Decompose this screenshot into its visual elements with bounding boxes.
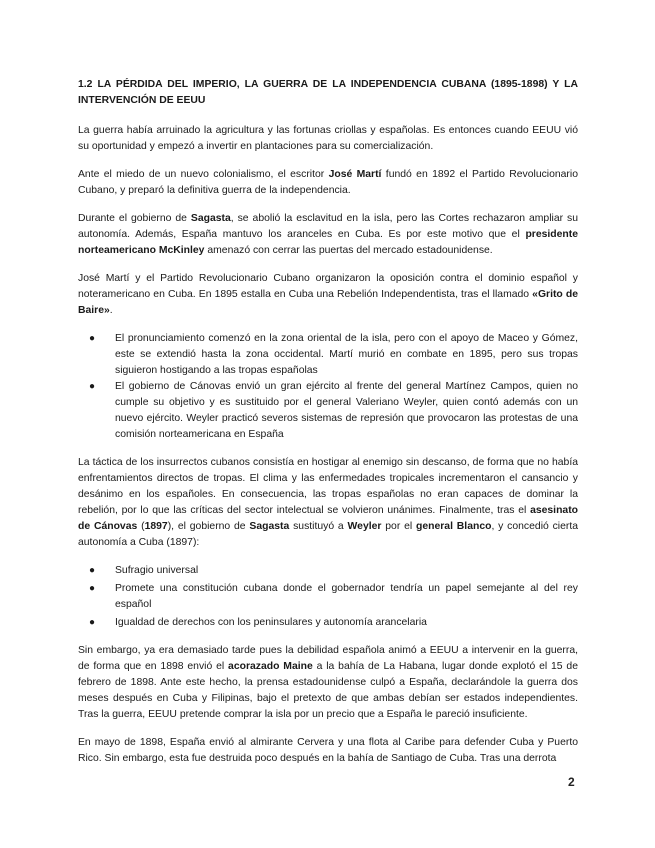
paragraph-7: En mayo de 1898, España envió al almirante Cervera y una flota al Caribe para defender Cuba y Puerto Rico. Sin embargo, esta fue destruida poco después en la bahía de Santiago de Cuba. Tras una derrota: [78, 737, 578, 764]
page-content: [78, 77, 578, 779]
p5-text-e: ), el gobierno de: [167, 521, 250, 532]
bullet-icon: ●: [89, 583, 96, 594]
p5-bold-asesinato: asesinato de Cánovas: [78, 505, 578, 532]
bullet-list-1: [78, 331, 578, 443]
paragraph-3: [78, 211, 578, 259]
p2-bold-jose-marti: José Martí: [328, 169, 382, 180]
section-heading: 1.2 LA PÉRDIDA DEL IMPERIO, LA GUERRA DE LA INDEPENDENCIA CUBANA (1895-1898) Y LA INTERVENCIÓN DE EEUU: [78, 79, 578, 106]
p5-bold-weyler: Weyler: [347, 521, 382, 532]
paragraph-2: [78, 167, 578, 199]
p5-text-a: La táctica de los insurrectos cubanos consistía en hostigar al enemigo sin descanso, de forma que no había enfrentamientos directos de tropas. El clima y las enfermedades tropicales incrementaron el cansancio y desánimo en los españoles. En consecuencia, las tropas españolas no eran capaces de dominar la rebelión, por lo que las críticas del sector intelectual se volvieron unánimes. Finalmente, tras el: [78, 457, 578, 516]
list-item-text: Sufragio universal: [115, 565, 199, 576]
bullet-list-2: [78, 563, 578, 631]
paragraph-6: [78, 643, 578, 723]
paragraph-1: La guerra había arruinado la agricultura y las fortunas criollas y españolas. Es entonces cuando EEUU vió su oportunidad y empezó a invertir en plantaciones para su comercialización.: [78, 125, 578, 152]
paragraph-4: [78, 271, 578, 319]
p6-text-a: Sin embargo, ya era demasiado tarde pues la debilidad española animó a EEUU a intervenir en la guerra, de forma que en 1898 envió el: [78, 645, 578, 672]
p2-text-a: Ante el miedo de un nuevo colonialismo, el escritor: [78, 169, 329, 180]
list-item-text: El pronunciamiento comenzó en la zona oriental de la isla, pero con el apoyo de Maceo y Gómez, este se extendió hasta la zona occidental. Martí murió en combate en 1895, pero sus tropas siguieron hostigando a las tropas españolas: [115, 333, 578, 376]
p5-bold-general-blanco: general Blanco: [416, 521, 492, 532]
p3-text-a: Durante el gobierno de: [78, 213, 191, 224]
bullet-icon: ●: [89, 565, 96, 576]
page-number: 2: [568, 775, 575, 789]
list-item: [78, 379, 578, 443]
bullet-icon: ●: [89, 381, 96, 392]
p3-bold-sagasta: Sagasta: [190, 213, 231, 224]
bullet-icon: ●: [89, 333, 96, 344]
p6-text-c: a la bahía de La Habana, lugar donde explotó el 15 de febrero de 1898. Ante este hecho, la prensa estadounidense culpó a España, declarándole la guerra dos meses después en Cuba y Filipinas, bajo el pretexto de que ambas debían ser estados independientes. Tras la guerra, EEUU pretende comprar la isla por un precio que a España le pareció insuficiente.: [78, 661, 578, 720]
list-item-text: Igualdad de derechos con los peninsulares y autonomía arancelaria: [115, 617, 427, 628]
p6-bold-acorazado-maine: acorazado Maine: [228, 661, 313, 672]
list-item: [78, 563, 578, 579]
p3-bold-mckinley: presidente norteamericano McKinley: [78, 229, 578, 256]
p5-text-c: (: [137, 521, 145, 532]
list-item: [78, 331, 578, 379]
p2-text-c: fundó en 1892 el Partido Revolucionario Cubano, y preparó la definitiva guerra de la independencia.: [78, 169, 578, 196]
list-item: [78, 581, 578, 613]
p3-text-e: amenazó con cerrar las puertas del mercado estadounidense.: [204, 245, 493, 256]
p3-text-c: , se abolió la esclavitud en la isla, pero las Cortes rechazaron ampliar su autonomía. Además, España mantuvo los aranceles en Cuba. Es por este motivo que el: [78, 213, 578, 240]
p5-bold-sagasta: Sagasta: [249, 521, 290, 532]
p5-text-k: , y concedió cierta autonomía a Cuba (1897):: [78, 521, 579, 548]
p5-text-i: por el: [381, 521, 417, 532]
p4-text-c: .: [109, 305, 113, 316]
list-item: [78, 615, 578, 631]
paragraph-5: [78, 455, 578, 551]
p5-bold-1897: 1897: [144, 521, 168, 532]
p5-text-g: sustituyó a: [289, 521, 348, 532]
list-item-text: Promete una constitución cubana donde el gobernador tendría un papel semejante al del rey español: [115, 583, 578, 610]
bullet-icon: ●: [89, 617, 96, 628]
p4-text-a: José Martí y el Partido Revolucionario Cubano organizaron la oposición contra el dominio español y noteramericano en Cuba. En 1895 estalla en Cuba una Rebelión Independentista, tras el llamado: [78, 273, 578, 300]
list-item-text: El gobierno de Cánovas envió un gran ejército al frente del general Martínez Campos, quien no cumple su objetivo y es sustituido por el general Valeriano Weyler, quien contó además con un nuevo ejército. Weyler practicó severos sistemas de represión que provocaron las protestas de una comisión norteamericana en España: [115, 381, 578, 440]
p4-bold-grito-de-baire: «Grito de Baire»: [78, 289, 578, 316]
